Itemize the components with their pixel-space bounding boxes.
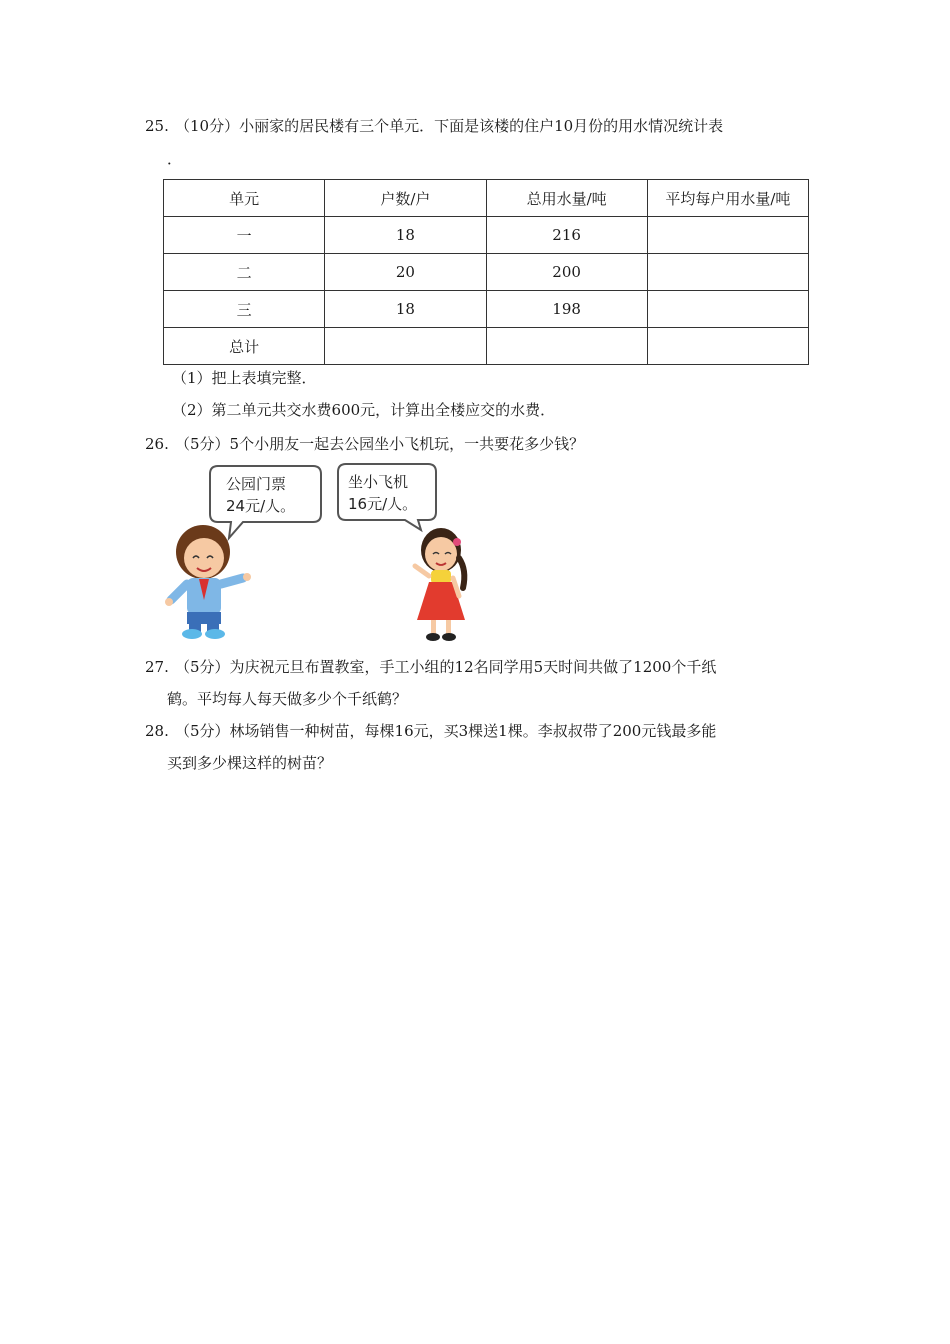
table-cell xyxy=(486,328,647,365)
table-cell: 总计 xyxy=(164,328,325,365)
question-number: 28. xyxy=(145,722,169,740)
question-text: （5分）为庆祝元旦布置教室，手工小组的12名同学用5天时间共做了1200个千纸 xyxy=(175,658,717,676)
question-27-continuation xyxy=(145,683,815,715)
table-cell: 200 xyxy=(486,254,647,291)
bubble-line: 24元/人。 xyxy=(226,497,296,515)
question-text: （10分）小丽家的居民楼有三个单元．下面是该楼的住户10月份的用水情况统计表 xyxy=(175,117,724,135)
speech-bubble-plane xyxy=(338,464,436,530)
girl-figure xyxy=(415,528,465,641)
table-header-row xyxy=(164,180,809,217)
table-row xyxy=(164,254,809,291)
boy-figure xyxy=(165,525,251,639)
question-text-cont: ． xyxy=(167,150,183,168)
question-number: 27. xyxy=(145,658,169,676)
question-number: 26. xyxy=(145,435,169,453)
question-27 xyxy=(145,651,815,683)
sub-question-1: （1）把上表填完整． xyxy=(172,369,317,387)
question-text-cont: 买到多少棵这样的树苗？ xyxy=(167,754,333,772)
header-cell: 单元 xyxy=(164,180,325,217)
table-cell xyxy=(325,328,486,365)
bubble-line: 公园门票 xyxy=(226,475,287,493)
sub-question-2: （2）第二单元共交水费600元，计算出全楼应交的水费． xyxy=(172,401,556,419)
header-cell: 总用水量/吨 xyxy=(486,180,647,217)
question-28-continuation xyxy=(145,747,815,779)
question-text: （5分）林场销售一种树苗，每棵16元，买3棵送1棵。李叔叔带了200元钱最多能 xyxy=(175,722,717,740)
table-cell: 18 xyxy=(325,217,486,254)
speech-bubble-ticket xyxy=(210,466,321,538)
question-25 xyxy=(145,110,815,142)
table-row xyxy=(164,217,809,254)
bubble-line: 16元/人。 xyxy=(348,495,418,513)
bubble-line: 坐小飞机 xyxy=(348,473,409,491)
children-illustration xyxy=(163,462,478,644)
table-cell xyxy=(647,254,808,291)
table-cell xyxy=(647,328,808,365)
table-cell: 一 xyxy=(164,217,325,254)
water-usage-table xyxy=(163,179,809,365)
question-25-continuation xyxy=(145,143,815,175)
question-28 xyxy=(145,715,815,747)
header-cell: 平均每户用水量/吨 xyxy=(647,180,808,217)
table-cell: 20 xyxy=(325,254,486,291)
table-cell: 三 xyxy=(164,291,325,328)
table-cell: 198 xyxy=(486,291,647,328)
table-cell: 216 xyxy=(486,217,647,254)
table-cell: 18 xyxy=(325,291,486,328)
table-row xyxy=(164,328,809,365)
question-26 xyxy=(145,428,815,460)
table-row xyxy=(164,291,809,328)
question-text: （5分）5个小朋友一起去公园坐小飞机玩，一共要花多少钱？ xyxy=(175,435,585,453)
question-number: 25. xyxy=(145,117,169,135)
table-cell: 二 xyxy=(164,254,325,291)
header-cell: 户数/户 xyxy=(325,180,486,217)
question-text-cont: 鹤。平均每人每天做多少个千纸鹤？ xyxy=(167,690,408,708)
table-cell xyxy=(647,217,808,254)
table-cell xyxy=(647,291,808,328)
